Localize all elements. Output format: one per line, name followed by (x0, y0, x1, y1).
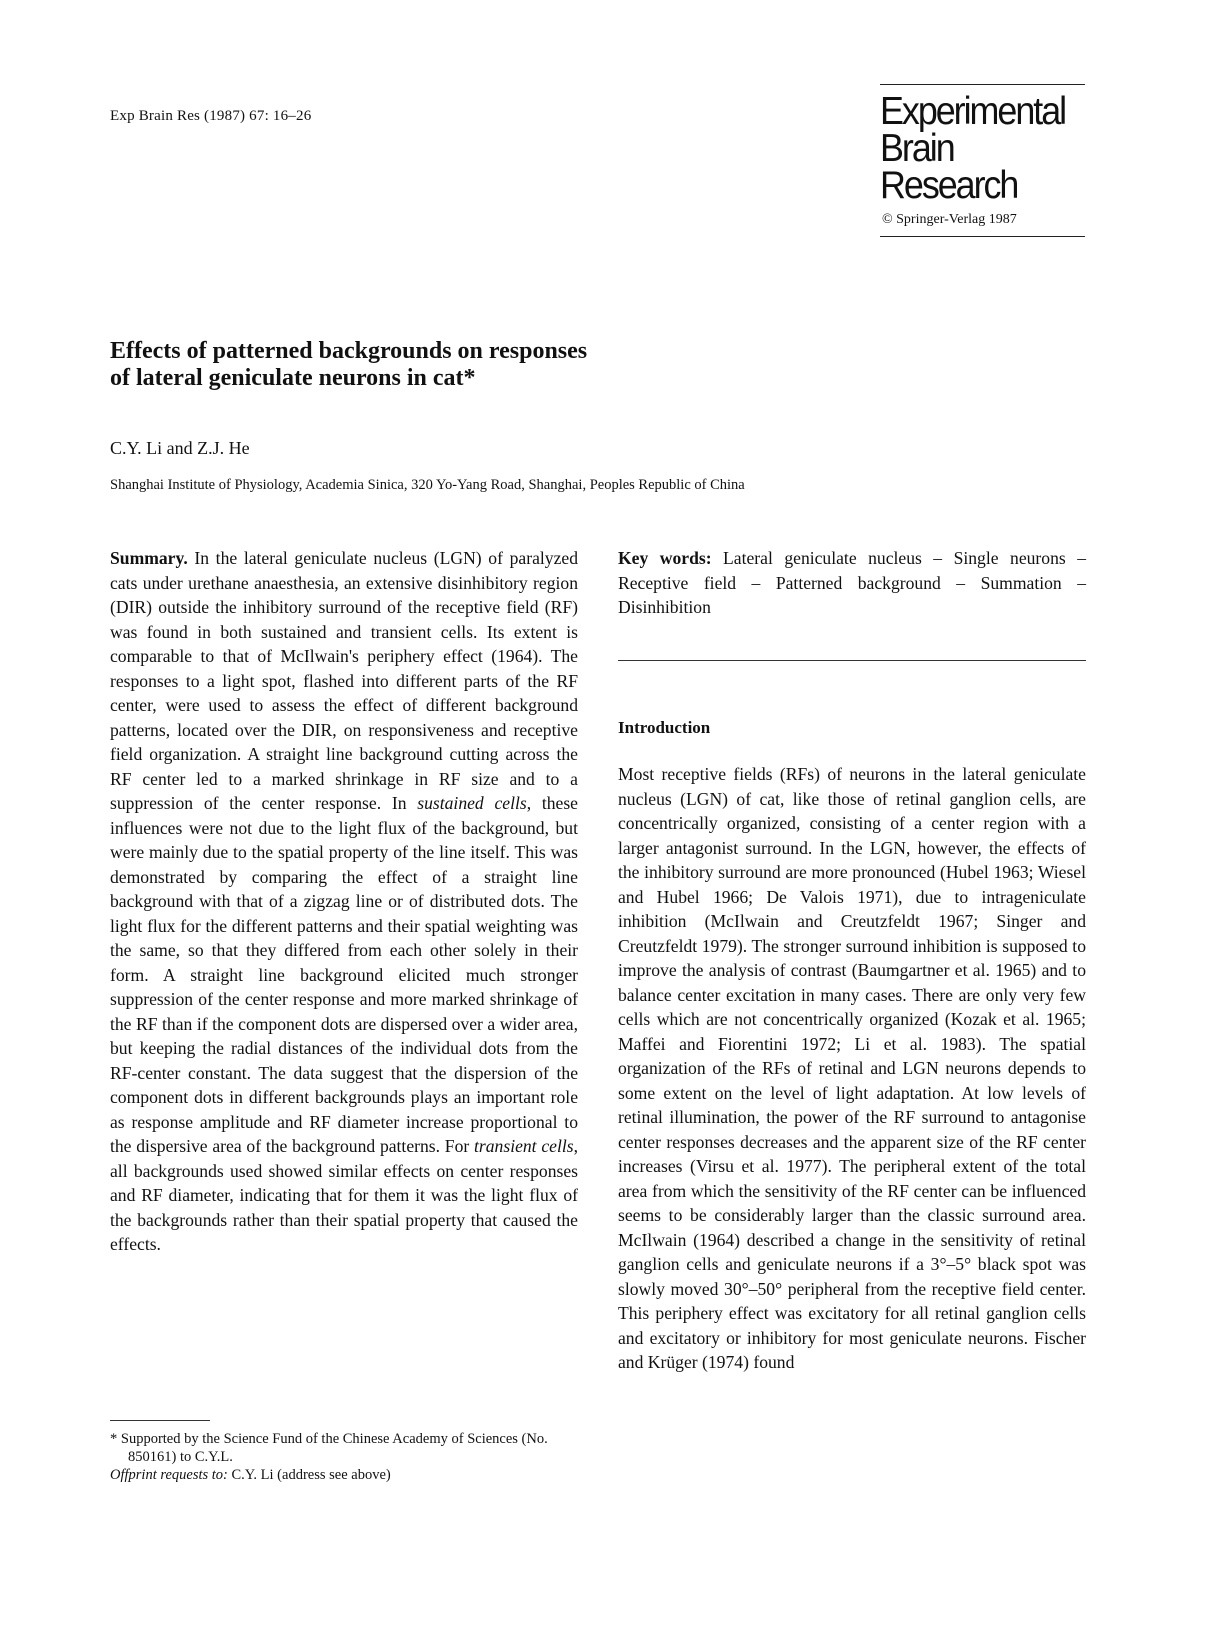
article-title-line1: Effects of patterned backgrounds on responses (110, 338, 588, 364)
keywords-text: Lateral geniculate nucleus – Single neurons – Receptive field – Patterned background – Summation – Disinhibition (618, 548, 1086, 617)
summary-label: Summary. (110, 548, 188, 568)
summary-paragraph (110, 546, 578, 1257)
footnotes (110, 1430, 580, 1484)
offprint-text: C.Y. Li (address see above) (227, 1467, 391, 1483)
summary-italic-transient: transient cells (474, 1136, 574, 1156)
summary-text-3: , all backgrounds used showed similar effects on center responses and RF diameter, indicating that for them it was the light flux of the backgrounds rather than their spatial property that caused the effects. (110, 1136, 578, 1254)
authors: C.Y. Li and Z.J. He (110, 438, 250, 458)
keywords-label: Key words: (618, 548, 712, 568)
journal-masthead (880, 84, 1085, 237)
journal-name-line1: Experimental (880, 90, 1066, 133)
offprint-label: Offprint requests to: (110, 1467, 228, 1483)
summary-section (110, 546, 578, 1257)
masthead-top-rule (880, 84, 1085, 85)
keywords-paragraph (618, 546, 1086, 620)
keywords-section (618, 546, 1086, 620)
introduction-heading: Introduction (618, 718, 711, 737)
summary-italic-sustained: sustained cells (417, 793, 527, 813)
introduction-text: Most receptive fields (RFs) of neurons in the lateral geniculate nucleus (LGN) of cat, like those of retinal ganglion cells, are concentrically organized, consisting of a center region with a larger antagonist surround. In the LGN, however, the effects of the inhibitory surround are more pronounced (Hubel 1963; Wiesel and Hubel 1966; De Valois 1971), due to intrageniculate inhibition (McIlwain and Creutzfeldt 1967; Singer and Creutzfeldt 1979). The stronger surround inhibition is supposed to improve the analysis of contrast (Baumgartner et al. 1965) and to balance center excitation in many cases. There are only very few cells which are not concentrically organized (Kozak et al. 1965; Maffei and Fiorentini 1972; Li et al. 1983). The spatial organization of the RFs of retinal and LGN neurons depends to some extent on the level of light adaptation. At low levels of retinal illumination, the power of the RF surround to antagonise center responses decreases and the apparent size of the RF center increases (Virsu et al. 1977). The peripheral extent of the total area from which the sensitivity of the RF center can be influenced seems to be considerably larger than the classic surround area. McIlwain (1964) described a change in the sensitivity of retinal ganglion cells and geniculate neurons if a 3°–5° black spot was slowly moved 30°–50° peripheral from the receptive field center. This periphery effect was excitatory for all retinal ganglion cells and excitatory or inhibitory for most geniculate neurons. Fischer and Krüger (1974) found (618, 764, 1086, 1372)
article-title-line2: of lateral geniculate neurons in cat* (110, 365, 476, 391)
offprint-footnote (110, 1466, 580, 1484)
journal-citation: Exp Brain Res (1987) 67: 16–26 (110, 108, 312, 124)
copyright-notice: © Springer-Verlag 1987 (882, 212, 1017, 227)
summary-text-2: , these influences were not due to the light flux of the background, but were mainly due to the spatial property of the line itself. This was demonstrated by comparing the effect of a straight line background with that of a zigzag line or of distributed dots. The light flux for the different patterns and their spatial weighting was the same, so that they differed from each other solely in their form. A straight line background elicited much stronger suppression of the center response and more marked shrinkage of the RF than if the component dots are dispersed over a wider area, but keeping the radial distances of the individual dots from the RF-center constant. The data suggest that the dispersion of the component dots in different backgrounds plays an important role as response amplitude and RF diameter increase proportional to the dispersive area of the background patterns. For (110, 793, 578, 1156)
funding-footnote: * Supported by the Science Fund of the Chinese Academy of Sciences (No. 850161) to C.Y.L. (110, 1431, 548, 1465)
journal-name (880, 90, 1069, 207)
journal-name-line2: Brain Research (880, 127, 1018, 207)
footnote-divider (110, 1420, 210, 1421)
section-divider (618, 660, 1086, 661)
summary-text-1: In the lateral geniculate nucleus (LGN) of paralyzed cats under urethane anaesthesia, an extensive disinhibitory region (DIR) outside the inhibitory surround of the receptive field (RF) was found in both sustained and transient cells. Its extent is comparable to that of McIlwain's periphery effect (1964). The responses to a light spot, flashed into different parts of the RF center, were used to assess the effect of different background patterns, located over the DIR, on responsiveness and receptive field organization. A straight line background cutting across the RF center led to a marked shrinkage in RF size and to a suppression of the center response. In (110, 548, 578, 813)
affiliation: Shanghai Institute of Physiology, Academia Sinica, 320 Yo-Yang Road, Shanghai, Peoples Republic of China (110, 477, 745, 493)
masthead-bottom-rule (880, 236, 1085, 237)
article-title (110, 338, 730, 392)
